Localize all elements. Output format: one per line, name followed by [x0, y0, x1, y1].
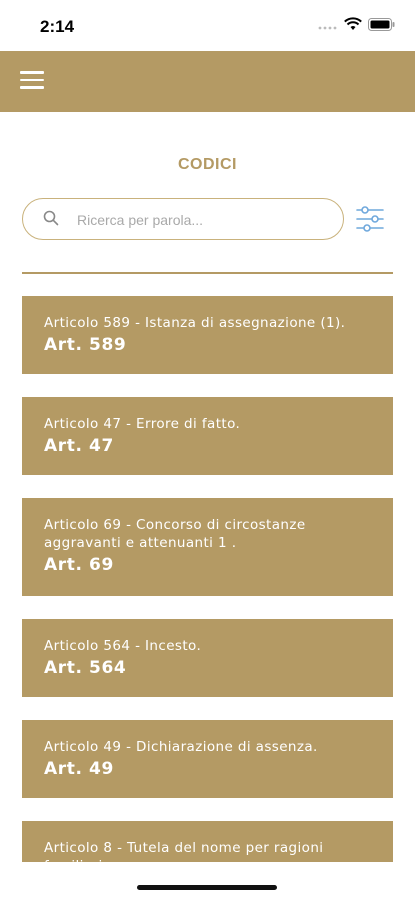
article-number: Art. 564 — [44, 658, 127, 678]
article-card[interactable] — [22, 720, 393, 798]
status-time: 2:14 — [40, 17, 75, 36]
article-description: Articolo 47 - Errore di fatto. — [44, 416, 241, 432]
article-description: Articolo 589 - Istanza di assegnazione (1). — [44, 315, 346, 331]
search-input[interactable] — [75, 207, 329, 233]
article-description: Articolo 8 - Tutela del nome per ragioni — [44, 840, 324, 856]
article-card[interactable] — [22, 498, 393, 596]
search-icon — [43, 210, 59, 226]
article-number: Art. 69 — [44, 555, 114, 575]
article-card[interactable] — [22, 397, 393, 475]
battery-icon — [368, 18, 395, 31]
sliders-icon[interactable] — [355, 205, 385, 233]
app-bar — [0, 51, 415, 112]
article-number: Art. 589 — [44, 335, 127, 355]
signal-icon — [318, 20, 338, 30]
article-card[interactable] — [22, 821, 393, 862]
article-description: Articolo 69 - Concorso di circostanze aggravanti e attenuanti 1 . — [44, 517, 306, 551]
article-description: Articolo 49 - Dichiarazione di assenza. — [44, 739, 318, 755]
article-description: Articolo 564 - Incesto. — [44, 638, 202, 654]
wifi-icon — [344, 18, 362, 31]
search-bar[interactable] — [22, 198, 344, 240]
page-title: CODICI — [178, 156, 237, 173]
bottom-safe-area — [0, 862, 415, 900]
status-bar — [0, 0, 415, 50]
article-number: Art. 47 — [44, 436, 114, 456]
article-card[interactable] — [22, 296, 393, 374]
status-icons — [318, 18, 395, 31]
article-card[interactable] — [22, 619, 393, 697]
article-number: Art. 49 — [44, 759, 114, 779]
divider — [22, 272, 393, 274]
hamburger-icon[interactable] — [20, 71, 44, 91]
home-indicator — [137, 885, 277, 890]
